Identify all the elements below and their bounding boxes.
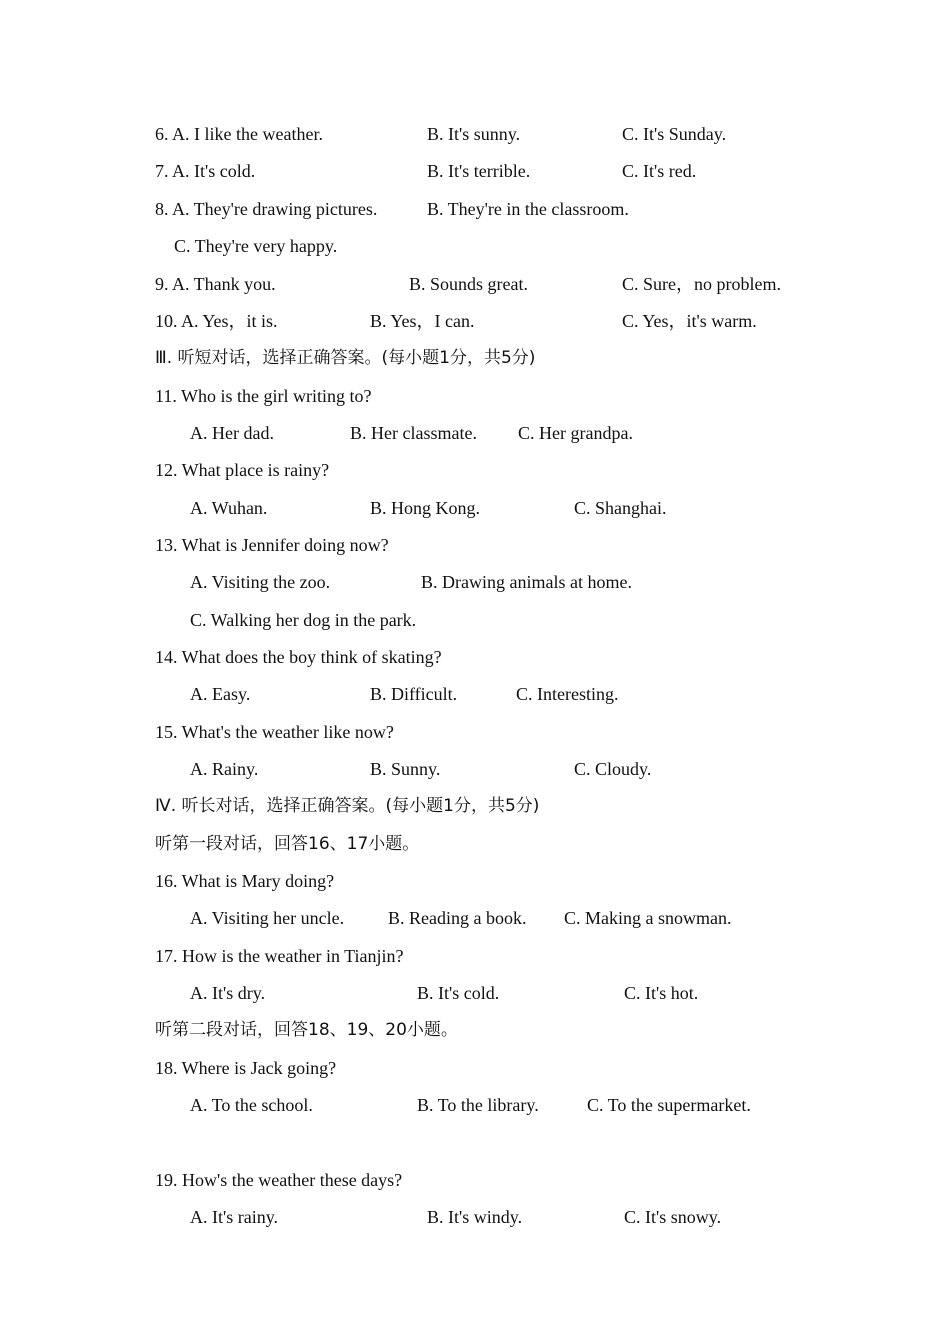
q14-option-c: C. Interesting. — [516, 684, 619, 704]
q10-option-a: 10. A. Yes，it is. — [155, 311, 278, 331]
q13-option-a: A. Visiting the zoo. — [190, 572, 331, 592]
q16-option-c: C. Making a snowman. — [564, 908, 732, 928]
q14-option-b: B. Difficult. — [370, 684, 458, 704]
q8-option-b: B. They're in the classroom. — [427, 199, 629, 219]
q13-stem: 13. What is Jennifer doing now? — [155, 535, 389, 555]
q14-stem: 14. What does the boy think of skating? — [155, 647, 442, 667]
q16-option-a: A. Visiting her uncle. — [190, 908, 345, 928]
q18-stem: 18. Where is Jack going? — [155, 1058, 337, 1078]
q7-option-a: 7. A. It's cold. — [155, 161, 256, 181]
q9-option-c: C. Sure，no problem. — [622, 274, 781, 294]
q6-option-c: C. It's Sunday. — [622, 124, 727, 144]
q6-option-a: 6. A. I like the weather. — [155, 124, 323, 144]
q17-option-a: A. It's dry. — [190, 983, 266, 1003]
q7-option-c: C. It's red. — [622, 161, 697, 181]
q19-stem: 19. How's the weather these days? — [155, 1170, 403, 1190]
q15-option-c: C. Cloudy. — [574, 759, 652, 779]
q18-option-c: C. To the supermarket. — [587, 1095, 751, 1115]
q7-option-b: B. It's terrible. — [427, 161, 531, 181]
q12-option-b: B. Hong Kong. — [370, 498, 481, 518]
q6-option-b: B. It's sunny. — [427, 124, 521, 144]
q17-stem: 17. How is the weather in Tianjin? — [155, 946, 404, 966]
q8-option-a: 8. A. They're drawing pictures. — [155, 199, 378, 219]
q9-option-b: B. Sounds great. — [409, 274, 528, 294]
section-4-heading: Ⅳ. 听长对话，选择正确答案。(每小题1分，共5分) — [155, 796, 540, 816]
q19-option-b: B. It's windy. — [427, 1207, 523, 1227]
q16-stem: 16. What is Mary doing? — [155, 871, 335, 891]
dialog-1-instruction: 听第一段对话，回答16、17小题。 — [155, 834, 420, 854]
q15-stem: 15. What's the weather like now? — [155, 722, 394, 742]
q14-option-a: A. Easy. — [190, 684, 251, 704]
q12-option-c: C. Shanghai. — [574, 498, 667, 518]
q13-option-b: B. Drawing animals at home. — [421, 572, 632, 592]
q19-option-a: A. It's rainy. — [190, 1207, 279, 1227]
q17-option-b: B. It's cold. — [417, 983, 500, 1003]
q11-option-c: C. Her grandpa. — [518, 423, 633, 443]
q16-option-b: B. Reading a book. — [388, 908, 527, 928]
q10-option-b: B. Yes，I can. — [370, 311, 475, 331]
q11-option-a: A. Her dad. — [190, 423, 274, 443]
q12-option-a: A. Wuhan. — [190, 498, 268, 518]
q18-option-b: B. To the library. — [417, 1095, 539, 1115]
q19-option-c: C. It's snowy. — [624, 1207, 722, 1227]
q11-option-b: B. Her classmate. — [350, 423, 477, 443]
q18-option-a: A. To the school. — [190, 1095, 313, 1115]
q11-stem: 11. Who is the girl writing to? — [155, 386, 372, 406]
q17-option-c: C. It's hot. — [624, 983, 699, 1003]
dialog-2-instruction: 听第二段对话，回答18、19、20小题。 — [155, 1020, 458, 1040]
q9-option-a: 9. A. Thank you. — [155, 274, 276, 294]
q15-option-a: A. Rainy. — [190, 759, 259, 779]
section-3-heading: Ⅲ. 听短对话，选择正确答案。(每小题1分，共5分) — [155, 348, 536, 368]
q15-option-b: B. Sunny. — [370, 759, 441, 779]
q13-option-c: C. Walking her dog in the park. — [190, 610, 417, 630]
q12-stem: 12. What place is rainy? — [155, 460, 330, 480]
q8-option-c: C. They're very happy. — [174, 236, 338, 256]
q10-option-c: C. Yes，it's warm. — [622, 311, 757, 331]
